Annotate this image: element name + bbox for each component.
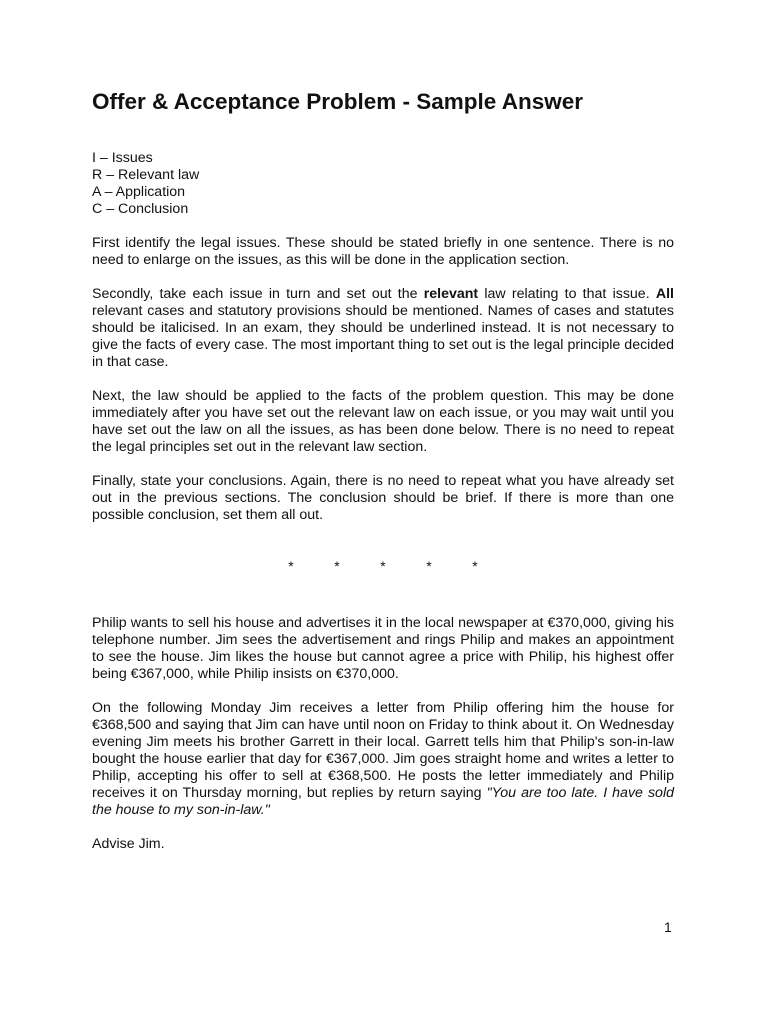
emphasis-all: All — [655, 286, 674, 302]
section-separator — [92, 558, 674, 575]
document-title: Offer & Acceptance Problem - Sample Answer — [92, 89, 583, 114]
separator-star: * — [288, 558, 294, 574]
page-number: 1 — [664, 919, 672, 935]
irac-list — [92, 150, 674, 218]
irac-item-relevant-law: R – Relevant law — [92, 167, 200, 183]
irac-item-conclusion: C – Conclusion — [92, 201, 189, 217]
separator-star: * — [334, 558, 340, 574]
separator-star: * — [472, 558, 478, 574]
paragraph-relevant-law-text-1: Secondly, take each issue in turn and set out the — [92, 286, 424, 302]
paragraph-issues: First identify the legal issues. These should be stated briefly in one sentence. There is no need to enlarge on the issues, as this will be done in the application section. — [92, 235, 674, 268]
advise-line: Advise Jim. — [92, 836, 165, 852]
document-body — [92, 88, 674, 853]
problem-paragraph-1: Philip wants to sell his house and advertises it in the local newspaper at €370,000, giving his telephone number. Jim sees the advertisement and rings Philip and makes an appointment to see the house. Jim likes the house but cannot agree a price with Philip, his highest offer being €367,000, while Philip insists on €370,000. — [92, 615, 674, 682]
paragraph-relevant-law-text-2: law relating to that issue. — [478, 286, 656, 302]
paragraph-relevant-law-text-3: relevant cases and statutory provisions should be mentioned. Names of cases and statutes should be italicised. In an exam, they should be underlined instead. It is not necessary to give the facts of every case. The most important thing to set out is the legal principle decided in that case. — [92, 303, 674, 370]
paragraph-application: Next, the law should be applied to the facts of the problem question. This may be done immediately after you have set out the relevant law on each issue, or you may wait until you have set out the law on all the issues, as has been done below. There is no need to repeat the legal principles set out in the relevant law section. — [92, 388, 674, 455]
problem-paragraph-2 — [92, 700, 674, 819]
paragraph-relevant-law — [92, 286, 674, 371]
problem-paragraph-2-text: On the following Monday Jim receives a letter from Philip offering him the house for €368,500 and saying that Jim can have until noon on Friday to think about it. On Wednesday evening Jim meets his brother Garrett in their local. Garrett tells him that Philip's son-in-law bought the house earlier that day for €367,000. Jim goes straight home and writes a letter to Philip, accepting his offer to sell at €368,500. He posts the letter immediately and Philip receives it on Thursday morning, but replies by return saying — [92, 700, 674, 801]
separator-star: * — [426, 558, 432, 574]
paragraph-conclusion: Finally, state your conclusions. Again, there is no need to repeat what you have already set out in the previous sections. The conclusion should be brief. If there is more than one possible conclusion, set them all out. — [92, 473, 674, 523]
separator-star: * — [380, 558, 386, 574]
irac-item-application: A – Application — [92, 184, 186, 200]
irac-item-issues: I – Issues — [92, 150, 153, 166]
problem-quote: "You are too late. I have sold the house to my son-in-law." — [92, 785, 674, 818]
emphasis-relevant: relevant — [423, 286, 479, 302]
